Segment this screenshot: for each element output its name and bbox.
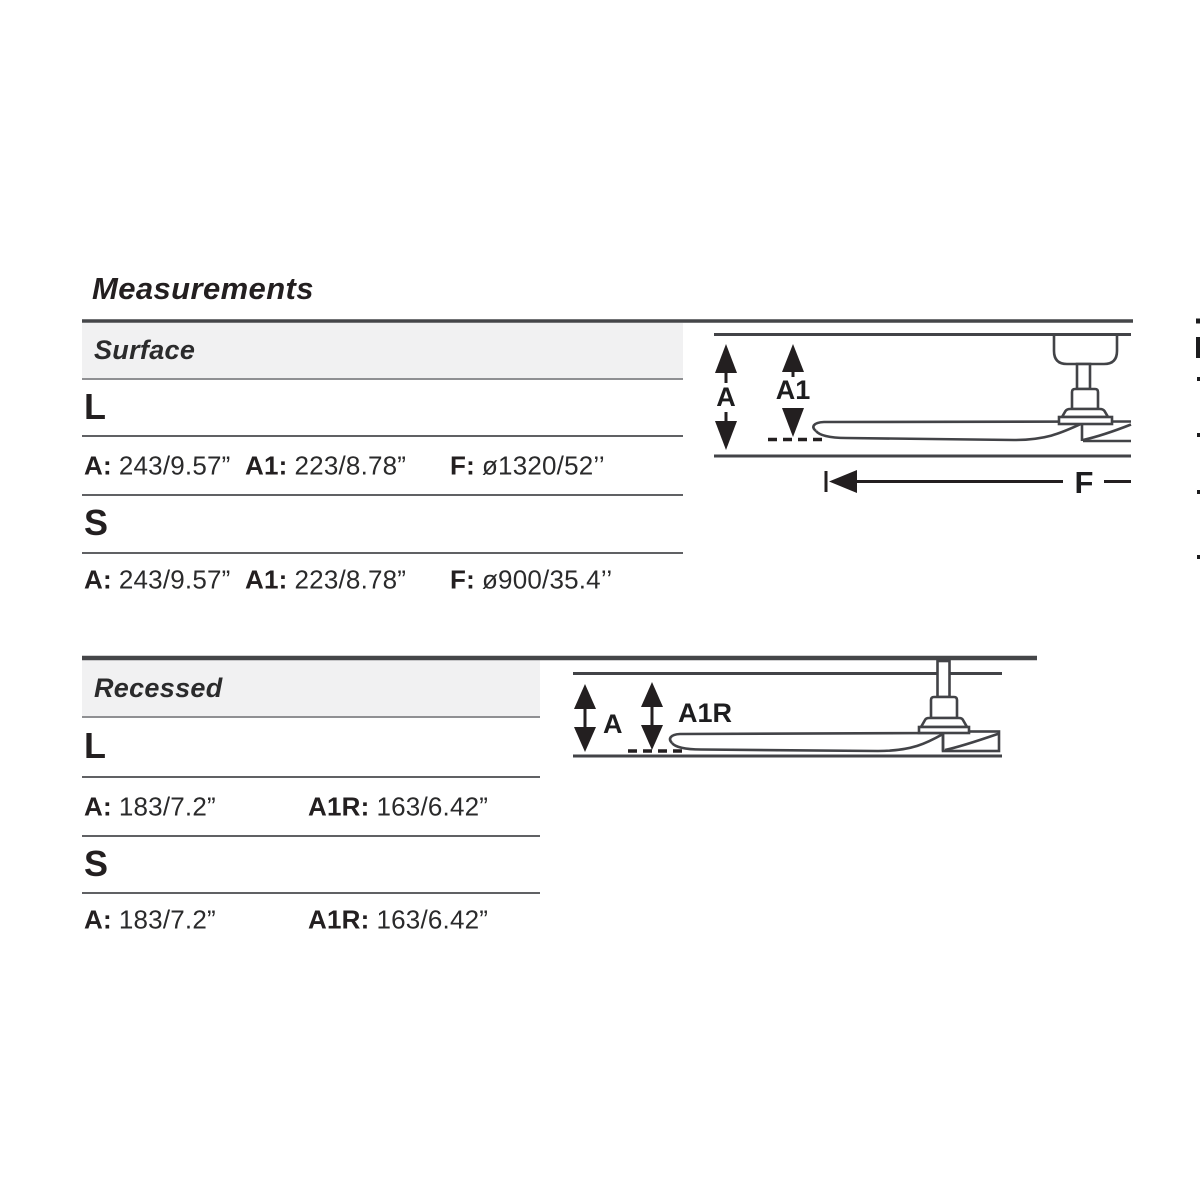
size-l-label: L [84, 385, 106, 427]
measurement-f: F: ø900/35.4’’ [450, 564, 613, 595]
downrod [938, 661, 950, 697]
size-s-label: S [84, 501, 109, 543]
dimension-a-label: A [603, 709, 623, 739]
canopy [1054, 336, 1117, 364]
page-title: Measurements [92, 271, 314, 306]
motor-flange [921, 718, 967, 727]
motor-body [931, 697, 957, 718]
fan-motor-assembly [919, 661, 969, 733]
size-l-label: L [84, 724, 106, 766]
surface-mount-diagram [714, 335, 1131, 501]
motor-body [1072, 389, 1098, 409]
dimension-a-arrow-icon [574, 684, 596, 752]
page-edge-fragments [1196, 319, 1200, 560]
fan-motor-assembly [1054, 336, 1117, 424]
measurement-a1r: A1R: 163/6.42” [308, 791, 489, 821]
measurement-a: A: 243/9.57” [84, 564, 231, 595]
dimension-a1r-arrow-icon [641, 682, 663, 750]
measurement-a1: A1: 223/8.78” [245, 450, 407, 480]
dimension-f-label: F [1074, 465, 1094, 500]
dimension-a1r-label: A1R [678, 698, 733, 728]
recessed-mount-diagram [573, 661, 1002, 756]
hub-plate [919, 727, 969, 733]
measurement-f: F: ø1320/52’’ [450, 450, 605, 480]
downrod [1077, 364, 1090, 389]
measurement-a: A: 183/7.2” [84, 791, 216, 821]
measurement-a: A: 243/9.57” [84, 450, 231, 480]
measurement-a1: A1: 223/8.78” [245, 564, 407, 595]
fan-blade-profile [670, 732, 999, 752]
hub-plate [1059, 417, 1112, 424]
size-s-label: S [84, 842, 109, 884]
dimension-a1-label: A1 [775, 375, 811, 405]
measurement-a: A: 183/7.2” [84, 904, 216, 935]
measurement-a1r: A1R: 163/6.42” [308, 904, 489, 935]
recessed-header-label: Recessed [94, 672, 223, 703]
surface-header-label: Surface [94, 335, 196, 365]
dimension-a-label: A [716, 382, 736, 412]
